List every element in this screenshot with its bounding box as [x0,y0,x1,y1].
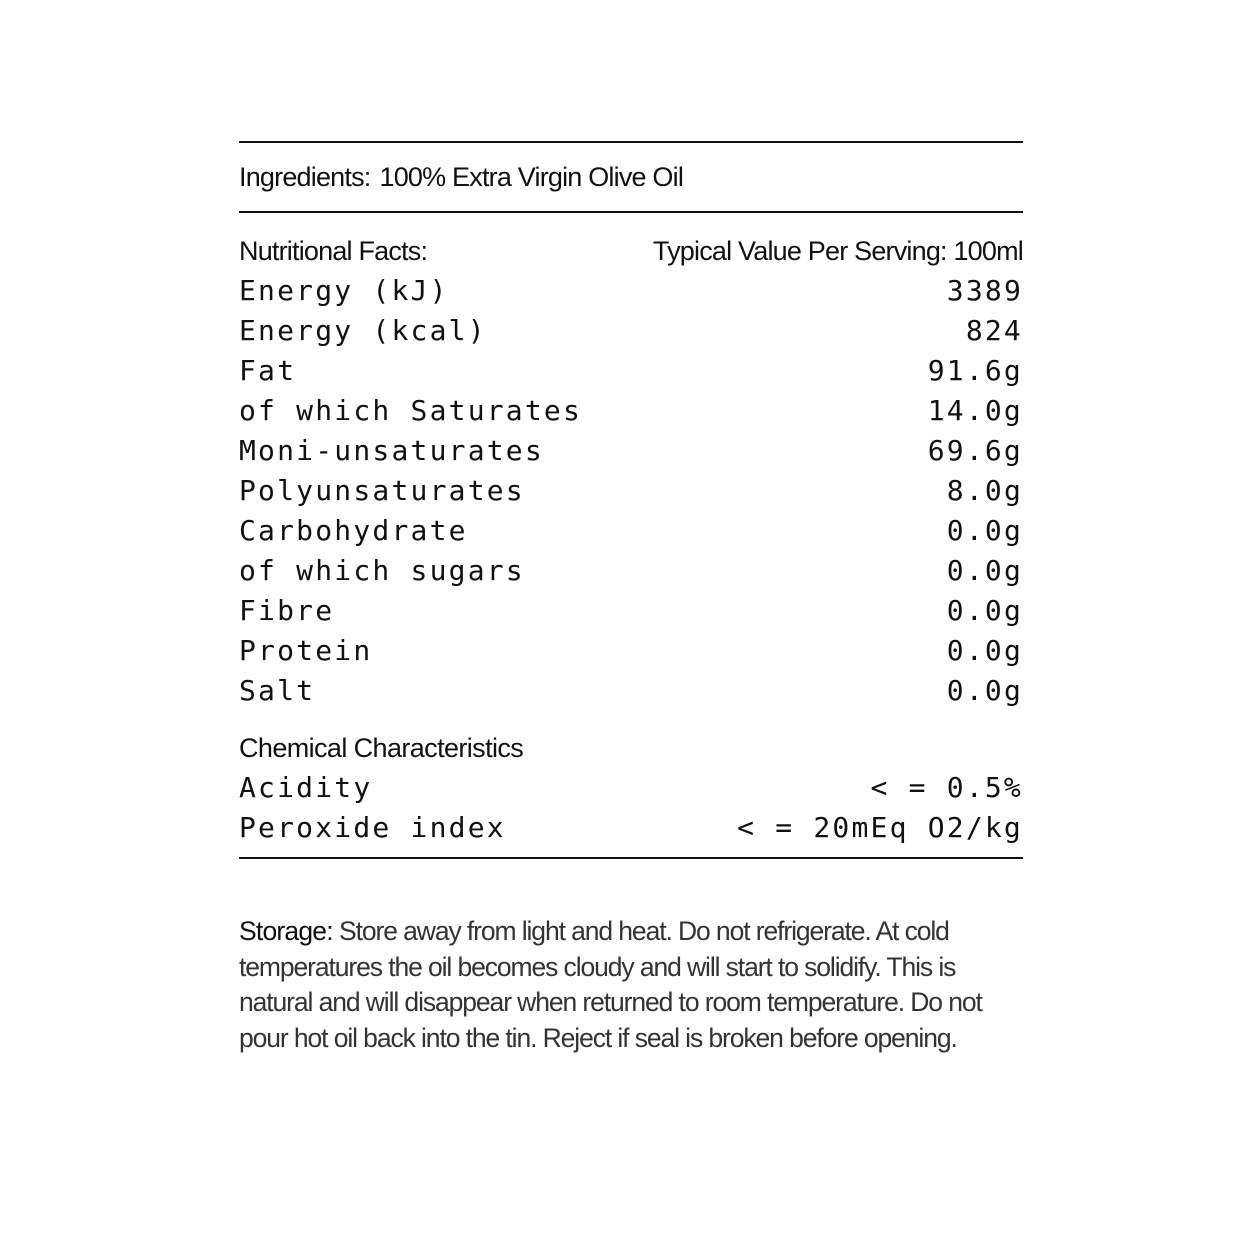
nutrient-value: 0.0g [946,633,1023,667]
ingredients-divider [239,211,1023,213]
storage-text: Store away from light and heat. Do not refrigerate. At cold temperatures the oil becomes cloudy and will start to solidify. This is natural and will disappear when returned to room temperature. Do not pour hot oil back into the tin. Reject if seal is broken before opening. [239,916,982,1053]
nutrition-row-protein [239,630,1023,670]
nutrient-name: Fibre [239,593,335,627]
chemical-value: < = 0.5% [870,770,1023,804]
chemical-row-peroxide [239,807,1023,847]
nutrient-value: 824 [965,313,1023,347]
serving-header: Typical Value Per Serving: 100ml [652,235,1023,266]
nutrient-value: 3389 [946,273,1023,307]
nutrition-row-energy-kj [239,270,1023,310]
nutrient-value: 8.0g [946,473,1023,507]
chemical-name: Peroxide index [239,810,506,844]
nutrition-row-saturates [239,390,1023,430]
nutrition-table [239,270,1023,710]
nutrition-row-polyunsaturates [239,470,1023,510]
nutrition-row-fibre [239,590,1023,630]
nutrition-header [239,232,1023,270]
nutrition-label [239,141,1023,859]
nutrient-name: Energy (kJ) [239,273,449,307]
storage-label: Storage: [239,916,333,946]
nutrition-row-carbohydrate [239,510,1023,550]
nutrient-name: of which Saturates [239,393,583,427]
nutrient-name: Energy (kcal) [239,313,487,347]
nutrient-name: Carbohydrate [239,513,468,547]
nutrient-name: Moni-unsaturates [239,433,544,467]
nutrition-row-salt [239,670,1023,710]
nutrition-heading: Nutritional Facts: [239,235,428,266]
nutrient-name: of which sugars [239,553,525,587]
chemical-table [239,767,1023,847]
nutrient-value: 0.0g [946,673,1023,707]
chemical-value: < = 20mEq O2/kg [737,810,1023,844]
storage-paragraph [239,914,1029,1056]
nutrient-value: 14.0g [927,393,1023,427]
ingredients-line [239,143,1023,211]
nutrient-value: 0.0g [946,593,1023,627]
nutrient-name: Polyunsaturates [239,473,525,507]
nutrient-name: Salt [239,673,316,707]
nutrition-row-energy-kcal [239,310,1023,350]
nutrition-row-monounsaturates [239,430,1023,470]
chemical-heading: Chemical Characteristics [239,732,524,763]
nutrient-name: Protein [239,633,373,667]
bottom-divider [239,857,1023,859]
nutrition-row-fat [239,350,1023,390]
ingredients-value: 100% Extra Virgin Olive Oil [379,161,684,192]
chemical-name: Acidity [239,770,373,804]
chemical-row-acidity [239,767,1023,807]
nutrient-value: 91.6g [927,353,1023,387]
nutrient-value: 0.0g [946,513,1023,547]
nutrient-value: 69.6g [927,433,1023,467]
nutrient-value: 0.0g [946,553,1023,587]
ingredients-label: Ingredients: [239,161,371,192]
nutrient-name: Fat [239,353,297,387]
nutrition-row-sugars [239,550,1023,590]
